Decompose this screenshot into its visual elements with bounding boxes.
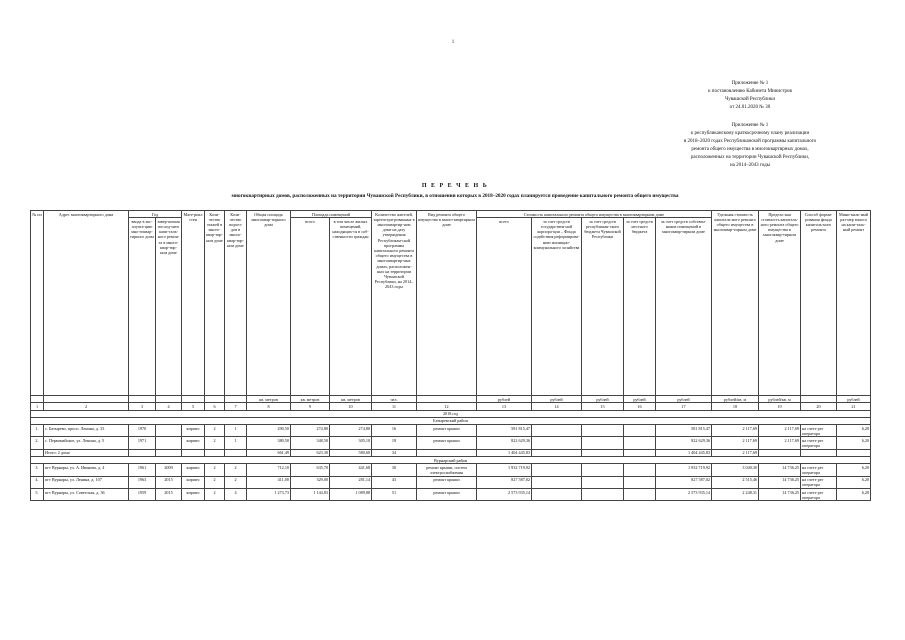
table-cell: 712,10 xyxy=(247,464,291,476)
table-cell xyxy=(582,476,624,488)
col-header-entrances: Коли-чество подъез-дов в много-квар-тир-ном доме xyxy=(225,211,247,396)
table-cell xyxy=(417,449,477,456)
table-cell: 661,49 xyxy=(247,449,291,456)
document-title: П Е Р Е Ч Е Н Ь xyxy=(421,183,489,189)
table-cell: 1 089,88 xyxy=(330,489,372,501)
table-cell: 290,50 xyxy=(247,425,291,437)
table-cell xyxy=(205,449,225,456)
table-row xyxy=(31,476,871,488)
column-number-cell: 2 xyxy=(44,403,129,410)
table-cell: 2 515,46 xyxy=(712,476,759,488)
column-number-cell: 10 xyxy=(330,403,372,410)
table-cell: 827 587,02 xyxy=(656,476,712,488)
table-cell: 14 736,25 xyxy=(759,476,801,488)
table-cell: кирпич xyxy=(182,437,205,449)
unit-cell: рублей xyxy=(532,396,582,403)
table-cell xyxy=(182,449,205,456)
unit-cell: рублей xyxy=(624,396,656,403)
table-cell xyxy=(156,449,182,456)
appendix-header-plan xyxy=(640,122,860,170)
table-cell: 1959 xyxy=(129,489,156,501)
year-row xyxy=(31,410,871,417)
table-cell: 4 xyxy=(225,489,247,501)
column-number-cell: 4 xyxy=(156,403,182,410)
column-number-cell: 8 xyxy=(247,403,291,410)
table-cell: 2 573 935,14 xyxy=(477,489,532,501)
col-header-cost-fund: за счет средств государствен-ной корпора-ции – Фонда содействия реформирова-нию жилищно-коммунального хозяйства xyxy=(532,218,582,396)
table-cell: 1963 xyxy=(129,476,156,488)
table-cell xyxy=(624,449,656,456)
district-row-label: Вурнарский район xyxy=(31,457,871,464)
unit-cell xyxy=(182,396,205,403)
col-header-premises-residential: в том числе жилых помещений, находящих-ся в соб-ственности граждан xyxy=(330,218,372,396)
col-header-address: Адрес многоквартирного дома xyxy=(44,211,129,396)
table-cell xyxy=(624,464,656,476)
table-cell: 30 xyxy=(372,464,417,476)
table-cell xyxy=(624,476,656,488)
table-cell: ремонт крыши xyxy=(417,437,477,449)
table-cell: 1 273,73 xyxy=(247,489,291,501)
unit-cell: чел. xyxy=(372,396,417,403)
unit-cell: рублей xyxy=(656,396,712,403)
table-row xyxy=(31,437,871,449)
table-cell: 281,14 xyxy=(330,476,372,488)
column-number-cell: 20 xyxy=(801,403,837,410)
table-cell: 6,20 xyxy=(837,464,871,476)
table-cell: 411,00 xyxy=(247,476,291,488)
appendix-line: в 2018–2020 годах Республиканской программы капитального xyxy=(683,139,817,144)
table-cell xyxy=(532,449,582,456)
table-cell: 1971 xyxy=(129,437,156,449)
table-cell: 6,20 xyxy=(837,425,871,437)
table-cell: 34 xyxy=(372,449,417,456)
units-row xyxy=(31,396,871,403)
table-cell: 3 040,30 xyxy=(712,464,759,476)
table-cell: 6,20 xyxy=(837,476,871,488)
table-cell: 1 xyxy=(225,425,247,437)
column-number-cell: 14 xyxy=(532,403,582,410)
table-cell: с. Батырево, просп. Ленина, д. 33 xyxy=(44,425,129,437)
table-cell: 2 xyxy=(205,425,225,437)
table-cell: на счете рег оператора xyxy=(801,437,837,449)
table-cell: 2 xyxy=(205,437,225,449)
table-cell: 2015 xyxy=(156,476,182,488)
table-cell: 1 404 445,83 xyxy=(477,449,532,456)
table-cell: пгт Вурнары, ул. А. Иванова, д. 4 xyxy=(44,464,129,476)
table-cell: ремонт крыши, систем электроснабжения xyxy=(417,464,477,476)
table-cell xyxy=(759,449,801,456)
column-number-cell: 9 xyxy=(291,403,330,410)
col-header-limit-cost: Предель-ная стоимость капиталь-ного ремонта общего имущества в многоквар-тирном доме xyxy=(759,211,801,396)
col-header-specific-cost: Удельная стоимость капиталь-ного ремонта общего имущества в многоквар-тирном доме xyxy=(712,211,759,396)
table-cell xyxy=(582,489,624,501)
document-subtitle: многоквартирных домов, расположенных на территории Чувашской Республики, в отношении которых в 2018–2020 годах планируется проведение капитального ремонта общего имущества xyxy=(231,193,679,199)
district-row xyxy=(31,417,871,424)
column-number-cell: 12 xyxy=(417,403,477,410)
table-cell xyxy=(156,437,182,449)
table-cell: 827 587,02 xyxy=(477,476,532,488)
table-cell: ремонт крыши xyxy=(417,476,477,488)
unit-cell: кв. метров xyxy=(330,396,372,403)
unit-cell: рублей/кв. м xyxy=(759,396,801,403)
col-header-floors: Коли-чество этажей в много-квар-тир-ном доме xyxy=(205,211,225,396)
appendix-header-resolution xyxy=(690,80,810,112)
table-cell: 2 xyxy=(205,489,225,501)
table-row xyxy=(31,425,871,437)
district-row-label: Батыревский район xyxy=(31,417,871,424)
table-cell xyxy=(624,489,656,501)
table-cell: кирпич xyxy=(182,476,205,488)
col-header-repair-type: Вид ремонта общего имущества в много-квартирном доме xyxy=(417,211,477,396)
page-number: 1 xyxy=(451,40,455,45)
table-cell xyxy=(532,425,582,437)
table-cell xyxy=(582,425,624,437)
col-header-year-last-repair: завер-шения послед-него капи-таль-ного ремон-та в много-квар-тир-ном доме xyxy=(156,218,182,396)
col-header-cost-local: за счет средств местного бюджета xyxy=(624,218,656,396)
table-cell: 14 736,25 xyxy=(759,464,801,476)
column-number-cell: 19 xyxy=(759,403,801,410)
appendix-line: Чувашской Республики xyxy=(724,97,776,102)
table-cell: 635,70 xyxy=(291,464,330,476)
table-cell xyxy=(31,449,44,456)
table-cell: 2 573 935,14 xyxy=(656,489,712,501)
table-row xyxy=(31,489,871,501)
unit-cell xyxy=(225,396,247,403)
table-cell: 14 736,25 xyxy=(759,489,801,501)
table-cell: на счете рег оператора xyxy=(801,489,837,501)
table-cell: 43 xyxy=(372,476,417,488)
table-cell: кирпич xyxy=(182,489,205,501)
table-cell: 2 117,69 xyxy=(759,425,801,437)
appendix-line: к республиканскому краткосрочному плану реализации xyxy=(690,131,810,136)
year-row-label: 2018 год xyxy=(31,410,871,417)
unit-cell: рублей xyxy=(582,396,624,403)
table-cell: кирпич xyxy=(182,464,205,476)
column-number-cell: 21 xyxy=(837,403,871,410)
table-cell: 2 248,31 xyxy=(712,489,759,501)
table-cell: ремонт крыши xyxy=(417,425,477,437)
table-cell: 1 144,83 xyxy=(291,489,330,501)
table-cell: Итого: 2 дома xyxy=(44,449,129,456)
table-cell xyxy=(129,449,156,456)
unit-cell xyxy=(205,396,225,403)
table-cell: 16 xyxy=(372,425,417,437)
table-cell: 380,50 xyxy=(247,437,291,449)
appendix-line: Приложение № 1 xyxy=(731,81,769,86)
unit-cell: кв. метров xyxy=(291,396,330,403)
unit-cell xyxy=(31,396,44,403)
column-number-cell: 13 xyxy=(477,403,532,410)
table-cell: 2 xyxy=(205,476,225,488)
col-header-residents: Количество жителей, зарегистри-рованных в многоквартир-ном доме на дату утверждения Республикан-ской программы капитального ремонта общего имущества в многоквартир-ных домах, расположен-ных на территории Чувашской Республики, на 2014–2043 годы xyxy=(372,211,417,396)
table-cell: пгт Вурнары, ул. Ленина, д. 107 xyxy=(44,476,129,488)
table-cell: 441,68 xyxy=(330,464,372,476)
table-cell: 274,80 xyxy=(330,425,372,437)
unit-cell: рублей xyxy=(837,396,871,403)
col-header-year-group: Год xyxy=(129,211,182,218)
table-cell: 329,00 xyxy=(291,476,330,488)
table-cell xyxy=(225,449,247,456)
column-number-cell: 6 xyxy=(205,403,225,410)
table-cell: 1970 xyxy=(129,425,156,437)
column-number-cell: 18 xyxy=(712,403,759,410)
col-header-premises-total: всего xyxy=(291,218,330,396)
appendix-line: на 2014–2043 годы xyxy=(729,163,771,168)
table-cell: 623,30 xyxy=(291,449,330,456)
column-number-cell: 3 xyxy=(129,403,156,410)
column-number-row xyxy=(31,403,871,410)
col-header-cost-republic: за счет средств республикан-ского бюджета Чувашской Республики xyxy=(582,218,624,396)
column-number-cell: 7 xyxy=(225,403,247,410)
col-header-cost-total: всего xyxy=(477,218,532,396)
table-cell: 2 xyxy=(205,464,225,476)
unit-cell: рублей xyxy=(477,396,532,403)
district-row xyxy=(31,457,871,464)
table-cell: 822 629,36 xyxy=(656,437,712,449)
table-cell: 3. xyxy=(31,464,44,476)
table-cell xyxy=(837,449,871,456)
col-header-number: № пп xyxy=(31,211,44,396)
table-cell: 2. xyxy=(31,437,44,449)
table-cell: 18 xyxy=(372,437,417,449)
appendix-line: от 24.01.2020 № 30 xyxy=(729,105,771,110)
col-header-premises-area: Площадь помещений xyxy=(291,211,372,218)
unit-cell xyxy=(129,396,156,403)
table-cell xyxy=(624,437,656,449)
table-cell xyxy=(624,425,656,437)
table-row xyxy=(31,464,871,476)
unit-cell xyxy=(417,396,477,403)
table-cell: 1. xyxy=(31,425,44,437)
column-number-cell: 17 xyxy=(656,403,712,410)
table-cell: 581 815,47 xyxy=(477,425,532,437)
unit-cell xyxy=(44,396,129,403)
table-cell: 4. xyxy=(31,476,44,488)
table-cell: 2 xyxy=(225,476,247,488)
table-cell: 274,80 xyxy=(291,425,330,437)
table-cell: 6,20 xyxy=(837,437,871,449)
table-cell: 2 117,69 xyxy=(712,449,759,456)
appendix-line: к постановлению Кабинета Министров xyxy=(708,89,792,94)
table-cell xyxy=(532,476,582,488)
table-cell xyxy=(532,489,582,501)
table-cell: 51 xyxy=(372,489,417,501)
table-cell: 822 629,36 xyxy=(477,437,532,449)
table-cell: на счете рег оператора xyxy=(801,425,837,437)
unit-cell: кв. метров xyxy=(247,396,291,403)
table-cell xyxy=(532,437,582,449)
col-header-cost-group: Стоимость капитального ремонта общего имущества в многоквартирном доме xyxy=(477,211,712,218)
table-body xyxy=(31,410,871,501)
unit-cell xyxy=(801,396,837,403)
column-number-cell: 1 xyxy=(31,403,44,410)
table-cell: 580,60 xyxy=(330,449,372,456)
column-number-cell: 5 xyxy=(182,403,205,410)
table-cell: 2 xyxy=(225,464,247,476)
table-cell: на счете рег оператора xyxy=(801,476,837,488)
table-cell: 348,50 xyxy=(291,437,330,449)
total-row xyxy=(31,449,871,456)
table-cell: 2 117,69 xyxy=(712,437,759,449)
table-cell: 2009 xyxy=(156,464,182,476)
table-cell: с. Первомайское, ул. Ленина, д. 5 xyxy=(44,437,129,449)
column-number-cell: 16 xyxy=(624,403,656,410)
unit-cell xyxy=(156,396,182,403)
col-header-wall-material: Мате-риал стен xyxy=(182,211,205,396)
table-cell: 1961 xyxy=(129,464,156,476)
table-cell: 1 404 445,83 xyxy=(656,449,712,456)
col-header-year-commissioning: ввода в экс-плуата-цию мно-гоквар-тирного дома xyxy=(129,218,156,396)
table-cell: 1 932 719,92 xyxy=(477,464,532,476)
table-cell: 6,20 xyxy=(837,489,871,501)
table-cell: 5. xyxy=(31,489,44,501)
appendix-line: ремонта общего имущества в многоквартирных домах, xyxy=(691,147,809,152)
table-cell xyxy=(156,425,182,437)
col-header-min-contribution: Мини-маль-ный раз-мер взноса на капи-таль-ный ремонт xyxy=(837,211,871,396)
table-cell: 2 117,69 xyxy=(712,425,759,437)
table-cell: 305,10 xyxy=(330,437,372,449)
table-cell: 1 xyxy=(225,437,247,449)
table-cell: кирпич xyxy=(182,425,205,437)
table-cell xyxy=(582,464,624,476)
column-number-cell: 15 xyxy=(582,403,624,410)
table-cell xyxy=(582,449,624,456)
table-cell: на счете рег оператора xyxy=(801,464,837,476)
table-cell: 2015 xyxy=(156,489,182,501)
buildings-register-table xyxy=(30,210,871,501)
table-cell: 1 932 719,92 xyxy=(656,464,712,476)
table-cell xyxy=(582,437,624,449)
table-cell xyxy=(532,464,582,476)
column-number-cell: 11 xyxy=(372,403,417,410)
table-cell: пгт Вурнары, ул. Советская, д. 36 xyxy=(44,489,129,501)
appendix-line: Приложение № 1 xyxy=(731,123,769,128)
table-cell: 2 117,69 xyxy=(759,437,801,449)
col-header-total-area: Общая площадь многоквар-тирного дома xyxy=(247,211,291,396)
table-cell: ремонт крыши xyxy=(417,489,477,501)
table-cell xyxy=(801,449,837,456)
appendix-line: расположенных на территории Чувашской Республики, xyxy=(690,155,810,160)
col-header-cost-owners: за счет средств собствен-ников помещений в многоквар-тирном доме xyxy=(656,218,712,396)
table-cell: 581 815,47 xyxy=(656,425,712,437)
unit-cell: рублей/кв. м xyxy=(712,396,759,403)
col-header-fund-method: Способ форми-рования фонда капиталь-ного ремонта xyxy=(801,211,837,396)
